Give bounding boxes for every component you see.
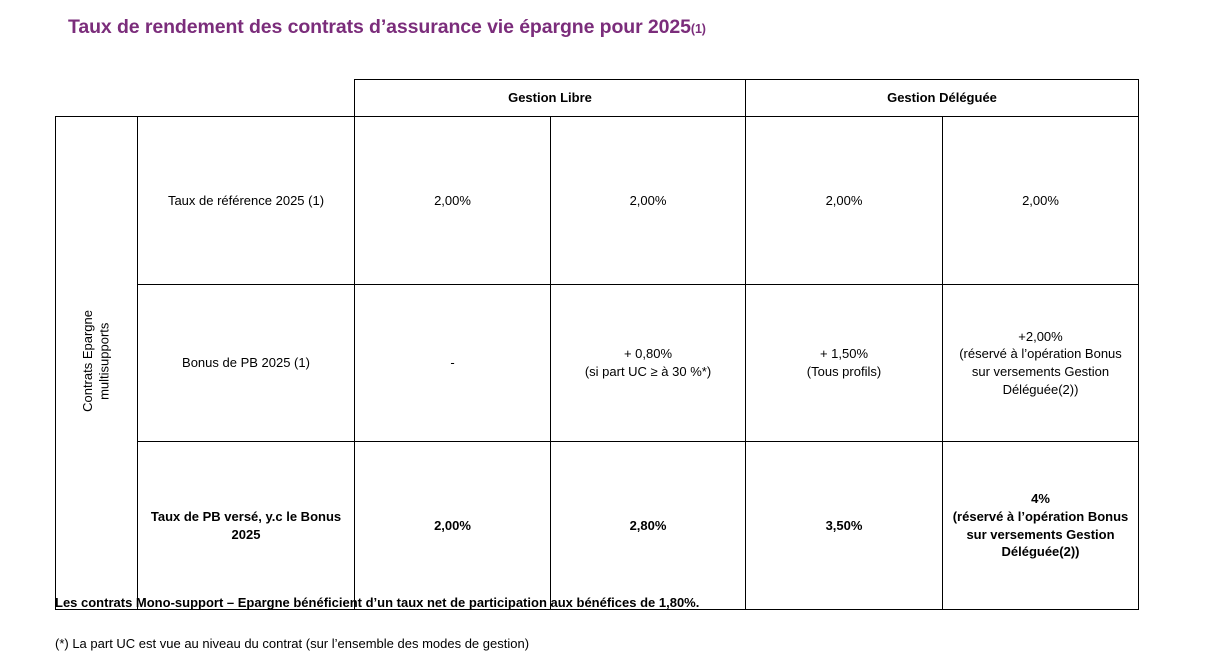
page-title xyxy=(68,16,706,39)
cell-bonus-pb-gl2: + 0,80% (si part UC ≥ à 30 %*) xyxy=(551,285,746,442)
table-header-row xyxy=(56,80,1139,117)
table-row xyxy=(56,285,1139,442)
header-spacer-side xyxy=(56,80,138,117)
cell-bonus-pb-gd1: + 1,50% (Tous profils) xyxy=(746,285,943,442)
cell-taux-pb-verse-gl2: 2,80% xyxy=(551,442,746,610)
group-header-gestion-libre: Gestion Libre xyxy=(355,80,746,117)
cell-taux-pb-verse-gd2: 4% (réservé à l’opération Bonus sur versements Gestion Déléguée(2)) xyxy=(943,442,1139,610)
table-row xyxy=(56,117,1139,285)
row-label-taux-pb-verse: Taux de PB versé, y.c le Bonus 2025 xyxy=(138,442,355,610)
row-label-bonus-pb: Bonus de PB 2025 (1) xyxy=(138,285,355,442)
row-group-label-text: Contrats Epargne multisupports xyxy=(80,309,112,412)
row-label-taux-reference: Taux de référence 2025 (1) xyxy=(138,117,355,285)
rate-table-wrapper xyxy=(55,79,1139,610)
page-title-text: Taux de rendement des contrats d’assurance vie épargne pour 2025 xyxy=(68,16,691,38)
cell-taux-pb-verse-gl1: 2,00% xyxy=(355,442,551,610)
page-title-footnote: (1) xyxy=(690,22,706,36)
group-header-gestion-deleguee: Gestion Déléguée xyxy=(746,80,1139,117)
header-spacer-label xyxy=(138,80,355,117)
cell-taux-reference-gd1: 2,00% xyxy=(746,117,943,285)
cell-taux-reference-gl1: 2,00% xyxy=(355,117,551,285)
table-row xyxy=(56,442,1139,610)
row-group-label-contrats-epargne xyxy=(56,117,138,610)
cell-taux-pb-verse-gd1: 3,50% xyxy=(746,442,943,610)
cell-taux-reference-gd2: 2,00% xyxy=(943,117,1139,285)
cell-taux-reference-gl2: 2,00% xyxy=(551,117,746,285)
note-mono-support: Les contrats Mono-support – Epargne bénéficient d’un taux net de participation aux bénéfices de 1,80%. xyxy=(55,595,700,610)
rate-table xyxy=(55,79,1139,610)
cell-bonus-pb-gd2: +2,00% (réservé à l’opération Bonus sur versements Gestion Déléguée(2)) xyxy=(943,285,1139,442)
note-part-uc: (*) La part UC est vue au niveau du contrat (sur l’ensemble des modes de gestion) xyxy=(55,636,530,651)
cell-bonus-pb-gl1: - xyxy=(355,285,551,442)
